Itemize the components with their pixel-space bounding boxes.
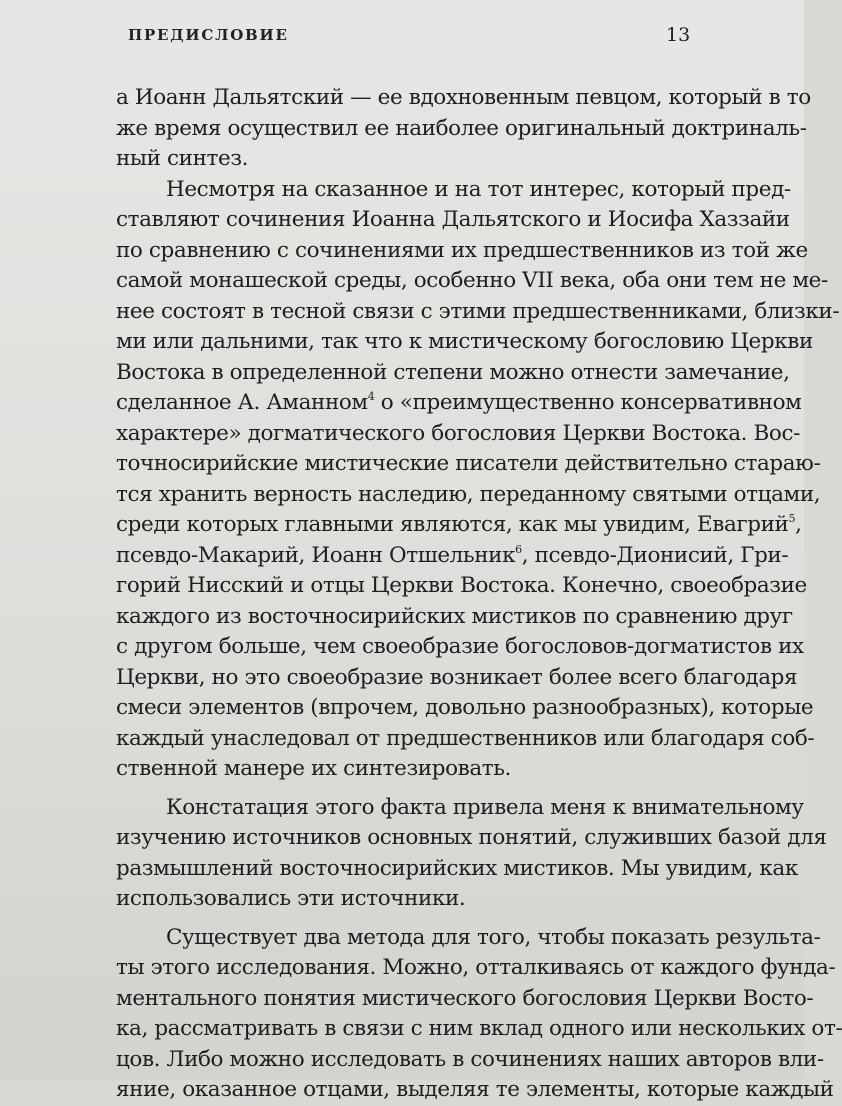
line-text: среди которых главными являются, как мы увидим, Евагрий — [116, 512, 789, 537]
text-line: каждого из восточносирийских мистиков по сравнению друг — [116, 603, 793, 629]
footnote-ref-4[interactable]: 4 — [367, 390, 375, 403]
footnote-ref-5[interactable]: 5 — [788, 512, 796, 525]
text-line: Несмотря на сказанное и на тот интерес, который пред- — [166, 176, 791, 202]
text-line: самой монашеской среды, особенно VII века, оба они тем не ме- — [116, 268, 828, 293]
text-line: тся хранить верность наследию, переданному святыми отцами, — [116, 481, 821, 507]
paragraph-3 — [116, 793, 827, 915]
text-line: ментального понятия мистического богословия Церкви Восто- — [116, 985, 814, 1011]
text-line: ка, рассматривать в связи с ним вклад одного или нескольких от- — [116, 1016, 842, 1041]
text-line: же время осуществил ее наиболее оригинальный доктриналь- — [116, 115, 807, 141]
text-line: ставляют сочинения Иоанна Дальятского и Иосифа Хаззайи — [116, 207, 790, 232]
line-text: сделанное А. Аманном — [116, 390, 368, 415]
text-line: Констатация этого факта привела меня к внимательному — [166, 794, 804, 820]
text-line: размышлений восточносирийских мистиков. Мы увидим, как — [116, 855, 798, 881]
line-text: о «преимущественно консервативном — [374, 390, 802, 415]
footnote-ref-6[interactable]: 6 — [515, 542, 522, 556]
text-line — [116, 388, 802, 419]
paragraph-2 — [116, 175, 840, 785]
text-line: характере» догматического богословия Церкви Востока. Вос- — [116, 420, 800, 446]
text-line: ты этого исследования. Можно, отталкиваясь от каждого фунда- — [116, 955, 836, 980]
line-text: , — [795, 512, 802, 537]
line-text: , псевдо-Дионисий, Гри- — [521, 542, 789, 568]
text-line — [116, 510, 802, 541]
line-text: псевдо-Макарий, Иоанн Отшельник — [116, 542, 516, 568]
paragraph-gap — [116, 785, 706, 793]
text-line: Церкви, но это своеобразие возникает более всего благодаря — [116, 664, 798, 690]
text-line: по сравнению с сочинениями их предшественников из той же — [116, 237, 808, 263]
paragraph-gap — [116, 915, 706, 923]
running-head: ПРЕДИСЛОВИЕ — [128, 26, 289, 44]
text-line: использовались эти источники. — [116, 886, 466, 911]
text-line: Существует два метода для того, чтобы показать результа- — [166, 924, 821, 950]
text-line: ми или дальними, так что к мистическому богословию Церкви — [116, 329, 813, 354]
text-line: каждый унаследовал от предшественников или благодаря соб- — [116, 725, 815, 751]
paragraph-1 — [116, 83, 811, 175]
text-line: точносирийские мистические писатели действительно стараю- — [116, 451, 821, 476]
text-line: яние, оказанное отцами, выделяя те элементы, которые каждый — [116, 1077, 834, 1102]
page-number: 13 — [666, 24, 691, 46]
text-line: смеси элементов (впрочем, довольно разнообразных), которые — [116, 695, 814, 720]
text-line: Востока в определенной степени можно отнести замечание, — [116, 359, 790, 385]
text-line: ственной манере их синтезировать. — [116, 756, 511, 781]
text-line: ный синтез. — [116, 146, 249, 171]
text-line: цов. Либо можно исследовать в сочинениях наших авторов вли- — [116, 1046, 824, 1072]
text-line: изучению источников основных понятий, служивших базой для — [116, 825, 827, 850]
paragraph-4 — [116, 923, 842, 1106]
text-line: а Иоанн Дальятский — ее вдохновенным певцом, который в то — [116, 85, 811, 110]
body-text — [116, 83, 842, 1106]
text-line: нее состоят в тесной связи с этими предшественниками, близки- — [116, 298, 840, 324]
text-line: с другом больше, чем своеобразие богословов-догматистов их — [116, 634, 804, 659]
text-line: горий Нисский и отцы Церкви Востока. Конечно, своеобразие — [116, 573, 807, 598]
text-line — [116, 541, 789, 572]
